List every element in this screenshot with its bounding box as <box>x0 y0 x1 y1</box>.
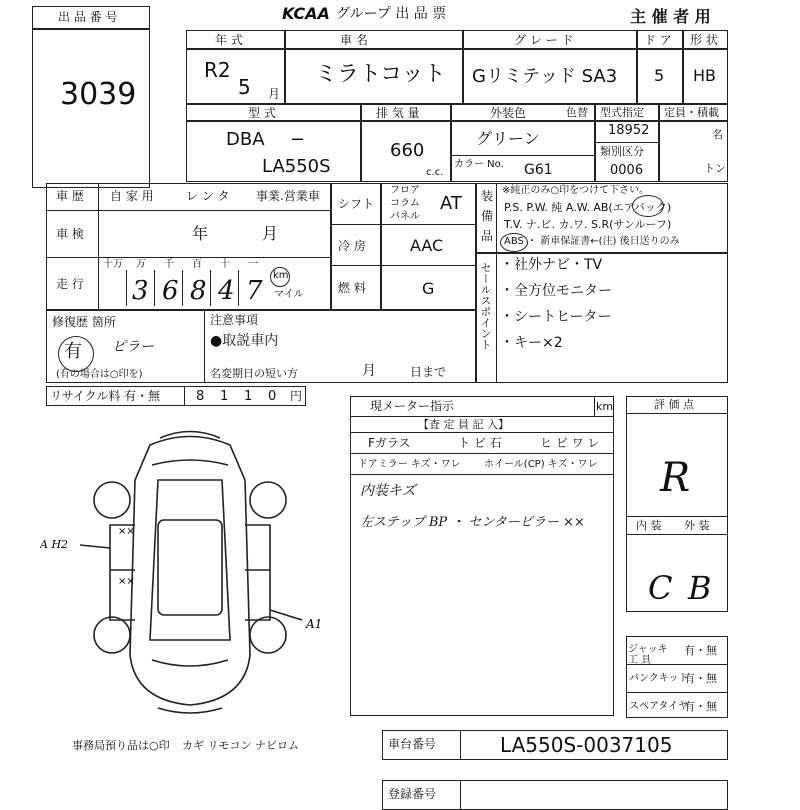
score-exterior-value: B <box>688 569 712 607</box>
mileage-scale-10: 十 <box>220 259 230 270</box>
sales-point-item: ・キー×2 <box>500 335 563 351</box>
equipment-label-1: 装 <box>481 189 494 203</box>
mileage-label: 走 行 <box>56 277 84 291</box>
mileage-digit: 3 <box>132 276 149 306</box>
rear-window-line <box>152 660 228 666</box>
row2-label-line <box>186 120 728 122</box>
abs-circle <box>500 233 528 252</box>
diagram-mark-right: A1 <box>306 617 323 631</box>
meter-unit: km <box>596 400 614 413</box>
form-title: グループ 出 品 票 <box>336 6 447 22</box>
name-change-day: 日まで <box>410 365 447 379</box>
v-right-col <box>380 183 382 309</box>
mirror-label: ドアミラー キズ・ワレ <box>358 459 461 470</box>
equipment-label-2: 備 <box>481 209 494 223</box>
sales-point-item: ・シートヒーター <box>500 309 612 325</box>
cc-unit: c.c. <box>426 167 444 178</box>
inspector-note-2: 左ステップ BP ・ センターピラー ×× <box>360 515 585 530</box>
car-roof <box>150 480 230 640</box>
recycle-digit: 8 <box>196 389 205 404</box>
mileage-unit-km: km <box>273 270 289 281</box>
score-sub-top <box>626 516 728 517</box>
inspector-note-1: 内装キズ <box>360 483 416 499</box>
repair-value: 有 <box>64 341 82 362</box>
car-body-outline <box>130 437 250 706</box>
notice-item: ●取説車内 <box>210 333 279 349</box>
year-month: 5 <box>238 75 251 99</box>
mileage-scale-1k: 千 <box>164 259 174 270</box>
v-repair <box>204 309 205 383</box>
diagram-mark-left: A H2 <box>40 538 69 551</box>
sales-point-item: ・社外ナビ・TV <box>500 257 603 273</box>
history-rental[interactable]: レ ン タ <box>186 189 230 203</box>
acc-line-2 <box>626 692 728 693</box>
v-doors <box>682 30 684 103</box>
spare-label: スペアタイヤ <box>629 701 689 712</box>
glass-crack: ヒ ビ ワ レ <box>540 436 600 450</box>
score-value: R <box>660 455 691 501</box>
score-frame <box>626 396 728 612</box>
left-mark-leader <box>80 545 110 548</box>
fuel-label: 燃 料 <box>338 281 366 295</box>
year-era: R2 <box>204 58 231 82</box>
repair-hint: (有の場合は○印を) <box>56 369 143 380</box>
rear-right-wheel <box>250 617 286 653</box>
registration-label: 登録番号 <box>388 787 437 801</box>
mileage-unit-mile: マイル <box>274 289 304 300</box>
displacement-value: 660 <box>390 140 425 161</box>
load-unit: トン <box>704 162 726 175</box>
mirror-line <box>350 474 614 475</box>
car-name: ミラトコット <box>315 62 446 87</box>
doors-label: ド ア <box>644 33 672 47</box>
km-split <box>594 396 595 416</box>
office-items: カギ リモコン ナビロム <box>182 739 299 752</box>
repair-note: ピラー <box>112 339 154 355</box>
glass-line <box>350 453 614 454</box>
fuel-value: G <box>422 279 435 298</box>
v-left-col <box>330 183 332 309</box>
x-mark-rear: ×× <box>118 576 135 587</box>
lot-number: 3039 <box>60 77 137 112</box>
color-no-label: カラー No. <box>454 159 504 170</box>
windshield-line <box>152 460 228 465</box>
color-no-line <box>450 155 594 156</box>
shaken-label: 車 検 <box>56 227 84 241</box>
history-label: 車 歴 <box>56 189 84 203</box>
v-history-label <box>98 183 99 309</box>
v-name <box>462 30 464 103</box>
shaken-month-unit: 月 <box>262 224 279 243</box>
mileage-tick-2 <box>154 270 155 306</box>
puncture-value: 有・無 <box>684 672 717 685</box>
equipment-label-3: 品 <box>481 229 494 243</box>
score-exterior-label: 外 装 <box>684 519 710 532</box>
color-no: G61 <box>524 162 553 178</box>
ac-label: 冷 房 <box>338 239 366 253</box>
score-line <box>626 413 728 414</box>
recycle-label: リサイクル料 有・無 <box>50 389 161 403</box>
type-designation-label: 型式指定 <box>600 106 644 119</box>
equipment-line-3: ABS ・ 新車保証書←(注) 後日送りのみ <box>504 236 680 247</box>
score-interior-label: 内 装 <box>636 519 662 532</box>
lot-label: 出 品 番 号 <box>58 10 118 24</box>
shift-label: シフト <box>338 197 375 211</box>
grade-value: Gリミテッド SA3 <box>472 66 618 87</box>
row1-bottom-line <box>186 103 728 105</box>
shift-panel[interactable]: パネル <box>390 211 420 222</box>
h-shift <box>330 224 476 225</box>
h-ac <box>330 265 476 266</box>
aw-circle <box>632 195 664 217</box>
year-month-unit: 月 <box>268 87 281 101</box>
exterior-label: 外装色 <box>490 106 527 120</box>
chassis-label: 車台番号 <box>388 737 437 751</box>
grade-label: グ レ ー ド <box>514 33 574 47</box>
doors-value: 5 <box>654 66 665 85</box>
recycle-digit: 0 <box>268 389 277 404</box>
capacity-unit: 名 <box>712 128 723 141</box>
model-prefix: DBA <box>226 129 265 150</box>
displacement-label: 排 気 量 <box>376 106 420 120</box>
equipment-split <box>476 252 728 254</box>
sales-point-item: ・全方位モニター <box>500 283 612 299</box>
model-dash: − <box>290 129 306 150</box>
x-mark-front: ×× <box>118 526 135 537</box>
car-diagram <box>40 420 340 720</box>
spare-value: 有・無 <box>684 700 717 713</box>
jack-value: 有・無 <box>684 644 717 657</box>
glass-label: Fガラス <box>368 436 411 450</box>
row1-label-line <box>186 48 728 50</box>
mileage-tick-4 <box>210 270 211 306</box>
shape-value: HB <box>693 66 717 85</box>
wheel-label: ホイール(CP) キズ・ワレ <box>484 459 598 470</box>
recycle-digit: 1 <box>220 389 229 404</box>
office-label: 事務局預り品は○印 <box>72 739 170 752</box>
registration-split <box>460 780 461 810</box>
name-change-month: 月 <box>362 363 376 379</box>
color-change-label: 色替 <box>566 106 588 119</box>
recycle-unit: 円 <box>290 389 303 403</box>
puncture-label: パンクキット <box>629 673 689 684</box>
car-cabin <box>158 520 222 615</box>
repair-label: 修復歴 箇所 <box>52 315 116 329</box>
h-shaken <box>46 257 330 258</box>
front-right-wheel <box>250 482 286 518</box>
v-model <box>360 103 362 182</box>
lot-divider <box>32 28 150 30</box>
h-mileage <box>46 309 476 311</box>
history-private[interactable]: 自 家 用 <box>110 189 154 203</box>
shift-floor[interactable]: フロア <box>390 185 420 196</box>
ac-value: AAC <box>410 236 444 255</box>
equipment-label-col <box>496 183 497 383</box>
front-left-wheel <box>94 482 130 518</box>
score-interior-value: C <box>648 569 673 607</box>
recycle-split <box>184 386 185 406</box>
mileage-scale-1: 一 <box>248 259 258 270</box>
name-change-label: 名変期日の短い方 <box>210 367 298 380</box>
mileage-scale-100k: 十万 <box>103 259 123 270</box>
year-label: 年 式 <box>215 33 243 47</box>
chassis-split <box>460 730 461 760</box>
v-grade <box>636 30 638 103</box>
capacity-label: 定員・積載 <box>664 106 719 119</box>
category-label: 類別区分 <box>600 145 644 158</box>
rear-bumper <box>158 708 222 713</box>
jack-label: ジャッキ 工 具 <box>628 644 668 666</box>
mileage-tick-1 <box>126 270 127 306</box>
host-label: 主 催 者 用 <box>630 7 711 26</box>
h-history <box>46 210 330 211</box>
notice-label: 注意事項 <box>210 313 259 327</box>
shaken-year-unit: 年 <box>192 224 209 243</box>
model-label: 型 式 <box>248 106 276 120</box>
v-disp <box>450 103 452 182</box>
history-business[interactable]: 事業.営業車 <box>256 189 320 203</box>
equipment-line-2: T.V. ナ.ビ. カ.ワ. S.R(サンルーフ) <box>504 218 672 231</box>
v-year <box>284 30 286 103</box>
v-desig <box>658 103 660 182</box>
logo: KCAA <box>282 4 330 23</box>
meter-label: 現メーター指示 <box>370 399 455 413</box>
mileage-scale-100: 百 <box>192 259 202 270</box>
inspector-title: 【査 定 員 記 入】 <box>418 418 509 431</box>
score-label: 評 価 点 <box>654 398 694 411</box>
equipment-note: ※純正のみ○印をつけて下さい。 <box>502 185 650 196</box>
title-line <box>350 432 614 433</box>
score-sub-mid <box>626 534 728 535</box>
shape-label: 形 状 <box>690 33 718 47</box>
shift-value: AT <box>440 193 462 214</box>
model-value: LA550S <box>262 156 331 177</box>
mileage-scale-10k: 万 <box>136 259 146 270</box>
chassis-number: LA550S-0037105 <box>500 733 673 757</box>
mileage-tick-3 <box>182 270 183 306</box>
sales-points-label: セールスポイント <box>479 262 492 350</box>
category-value: 0006 <box>610 163 644 178</box>
equipment-line-1: P.S. P.W. 純 A.W. AB(エアバック) <box>504 201 672 214</box>
mileage-tick-5 <box>238 270 239 306</box>
mileage-digit: 6 <box>162 276 179 306</box>
exterior-color: グリーン <box>476 129 540 148</box>
rear-left-wheel <box>94 617 130 653</box>
mileage-digit: 4 <box>218 276 235 306</box>
shift-column[interactable]: コラム <box>390 198 420 209</box>
name-label: 車 名 <box>340 33 368 47</box>
type-designation: 18952 <box>608 123 650 138</box>
desig-mid-line <box>594 142 658 143</box>
mileage-digit: 7 <box>246 276 263 306</box>
meter-line <box>350 416 614 417</box>
mileage-digit: 8 <box>190 276 207 306</box>
glass-chip: ト ビ 石 <box>458 436 502 450</box>
recycle-digit: 1 <box>244 389 253 404</box>
